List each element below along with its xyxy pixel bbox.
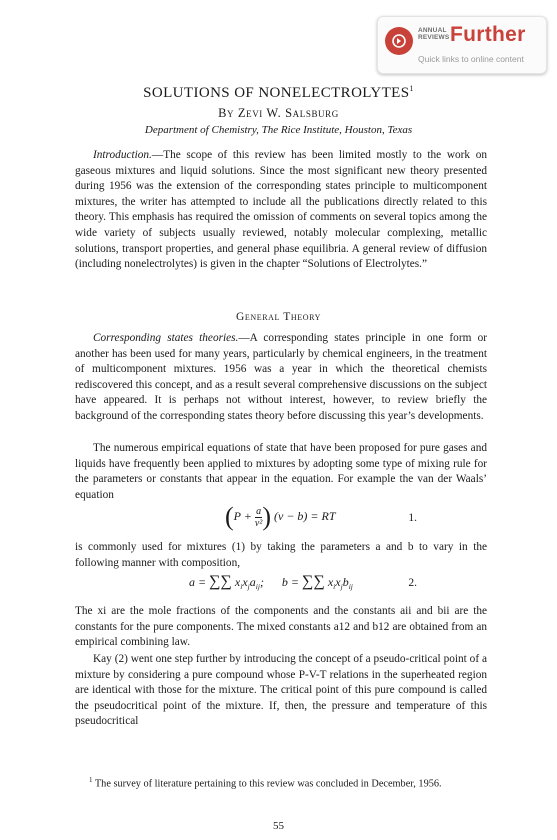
further-badge[interactable]	[377, 16, 547, 74]
equation-1-number: 1.	[408, 512, 417, 524]
reviews-text: REVIEWS	[418, 34, 450, 41]
equation-2-number: 2.	[408, 577, 417, 589]
title-text: SOLUTIONS OF NONELECTROLYTES	[143, 85, 410, 101]
numerous-text: The numerous empirical equations of state that have been proposed for pure gases and liquids have frequently been applied to mixtures by adopting some type of mixing rule for the parameters or constants that appear in the equation. For example the van der Waals’ equation	[75, 442, 487, 501]
section-heading: General Theory	[235, 311, 322, 323]
further-logo-icon	[385, 27, 413, 55]
intro-paragraph	[75, 148, 487, 273]
title-footnote-mark: 1	[409, 84, 414, 93]
footnote-mark: 1	[89, 776, 93, 784]
kay-paragraph	[75, 652, 487, 730]
department-line: Department of Chemistry, The Rice Institute, Houston, Texas	[144, 124, 413, 136]
after-eq2-paragraph	[75, 604, 487, 651]
after-eq1-paragraph	[75, 540, 487, 571]
cs-text: —A corresponding states principle in one form or another has been used for many years, particularly by chemical engineers, in the treatment of multicomponent mixtures. 1956 was a year in which the theoretical chemists rediscovered this concept, and as a result several comprehensive discussions on the subject have appeared. It is perhaps not without interest, however, to review briefly the background of the corresponding states theory before discussing this year’s developments.	[75, 332, 487, 422]
annual-reviews-wordmark	[418, 27, 449, 41]
equation-1: (P + $\frac{a}{\text{v²}}$ ) (v − b) = RT 1.	[225, 502, 417, 531]
quick-links-text: Quick links to online content	[418, 54, 524, 64]
further-label: Further	[450, 23, 526, 46]
page-number: 55	[273, 820, 284, 832]
corresponding-states-paragraph	[75, 331, 487, 425]
intro-lead: Introduction.	[93, 149, 152, 161]
footnote	[75, 773, 487, 791]
footnote-text: The survey of literature pertaining to this review was concluded in December, 1956.	[94, 778, 442, 790]
intro-text: —The scope of this review has been limited mostly to the work on gaseous mixtures and liquid solutions. Since the most significant new theory presented during 1956 was the extension of the corresponding states principle to multicomponent mixtures, the writer has attempted to include all the publications directly related to this theory. This emphasis has required the omission of comments on several topics among the wide variety of subjects usually reviewed, notably molecular complexing, metallic solutions, transport properties, and general phase equilibria. A general review of diffusion (including nonelectrolytes) is given in the chapter “Solutions of Electrolytes.”	[75, 149, 487, 271]
numerous-paragraph	[75, 441, 487, 503]
annual-text: ANNUAL	[418, 27, 447, 34]
author-line: By Zevi W. Salsburg	[218, 106, 339, 120]
equation-2: a = ∑∑ $x_ix_ja_{ij}$; b = ∑∑ $x_ix_jb_{ij}$ 2.	[189, 573, 417, 591]
kay-text: Kay (2) went one step further by introducing the concept of a pseudo-critical point of a mixture by considering a pure compound whose P-V-T relations in the superheated region are identical with those for the mixture. The critical point of this pure compound is called the pseudocritical point of the mixture. If, then, the pressure and temperature of this pseudocritical	[75, 653, 487, 728]
cs-lead: Corresponding states theories.	[93, 332, 239, 344]
after-eq2-text: The xi are the mole fractions of the components and the constants aii and bii are the constants for the pure components. The mixed constants a12 and b12 are obtained from an empirical combining law.	[75, 605, 487, 649]
after-eq1-text: is commonly used for mixtures (1) by taking the parameters a and b to vary in the following manner with composition,	[75, 541, 487, 569]
article-title	[0, 84, 557, 102]
